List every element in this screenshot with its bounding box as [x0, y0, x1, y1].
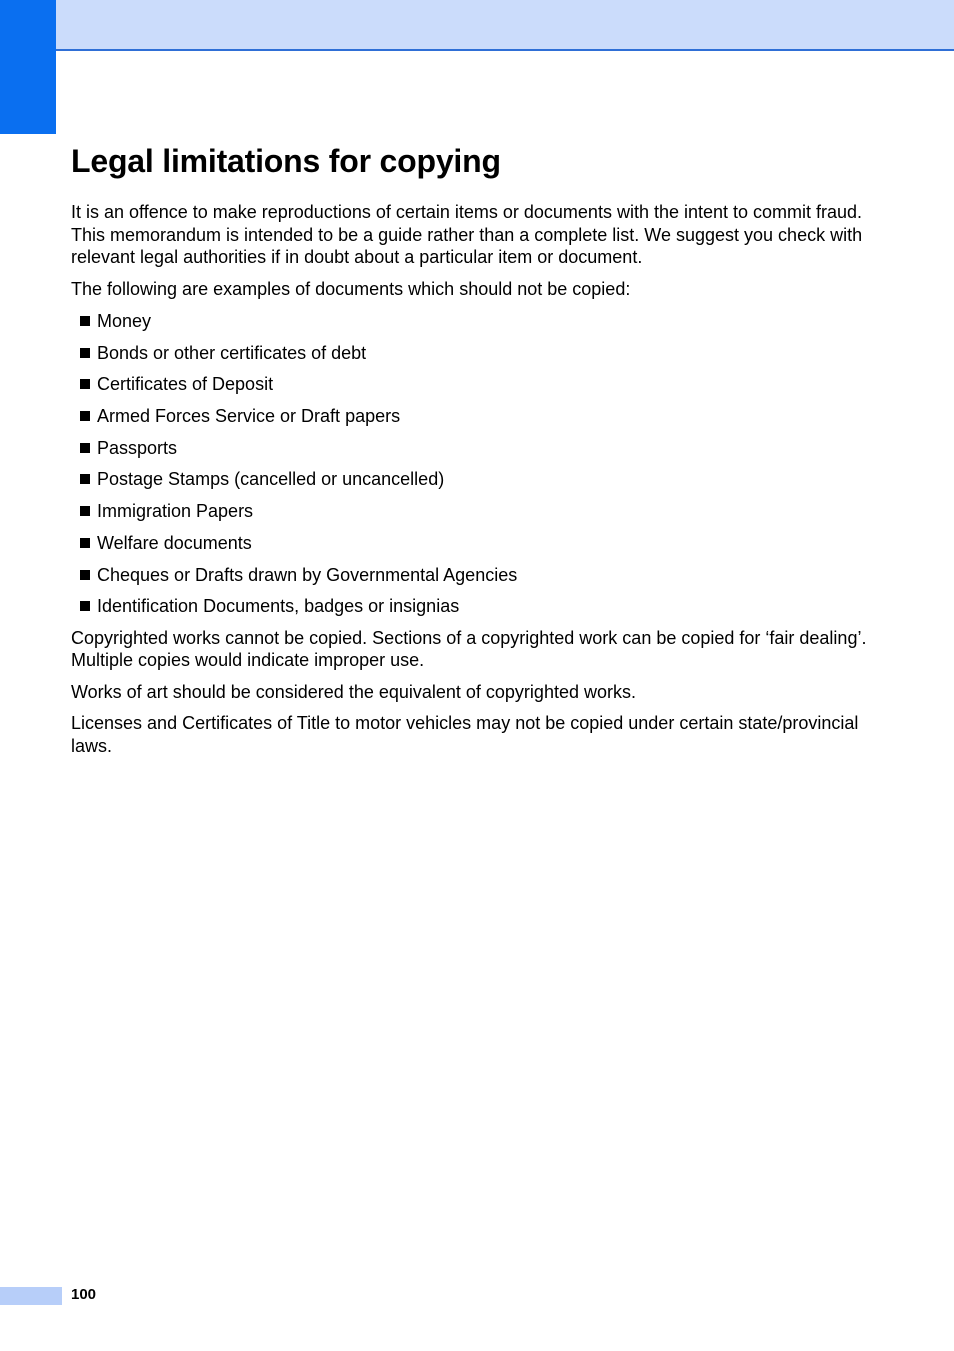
- square-bullet-icon: [80, 601, 90, 611]
- list-item: [71, 468, 871, 490]
- examples-intro: The following are examples of documents which should not be copied:: [71, 278, 631, 299]
- list-item: [71, 595, 871, 617]
- list-item: [71, 500, 871, 522]
- list-item: [71, 373, 871, 395]
- page-title: Legal limitations for copying: [71, 143, 501, 179]
- list-item: [71, 342, 871, 364]
- list-item-text: Postage Stamps (cancelled or uncancelled): [97, 469, 445, 490]
- copyright-paragraph: Copyrighted works cannot be copied. Sections of a copyrighted work can be copied for ‘fair dealing’. Multiple copies would indicate improper use.: [71, 627, 867, 671]
- square-bullet-icon: [80, 316, 90, 326]
- list-item-text: Certificates of Deposit: [97, 374, 274, 395]
- page-number: 100: [71, 1286, 97, 1303]
- document-list: [71, 310, 871, 617]
- list-item: [71, 405, 871, 427]
- list-item-text: Welfare documents: [97, 532, 252, 553]
- list-item-text: Cheques or Drafts drawn by Governmental Agencies: [97, 564, 518, 585]
- square-bullet-icon: [80, 474, 90, 484]
- list-item-text: Armed Forces Service or Draft papers: [97, 406, 401, 427]
- list-item: [71, 310, 871, 332]
- list-item: [71, 532, 871, 554]
- list-item-text: Immigration Papers: [97, 501, 254, 522]
- square-bullet-icon: [80, 379, 90, 389]
- square-bullet-icon: [80, 506, 90, 516]
- square-bullet-icon: [80, 411, 90, 421]
- list-item: [71, 564, 871, 586]
- list-item-text: Bonds or other certificates of debt: [97, 342, 367, 363]
- list-item: [71, 437, 871, 459]
- square-bullet-icon: [80, 348, 90, 358]
- chapter-side-tab: [0, 0, 56, 134]
- footer-bar: [0, 1287, 62, 1305]
- square-bullet-icon: [80, 443, 90, 453]
- intro-paragraph: It is an offence to make reproductions of certain items or documents with the intent to commit fraud. This memorandum is intended to be a guide rather than a complete list. We suggest you check with relevant legal authorities if in doubt about a particular item or document.: [71, 202, 863, 267]
- list-item-text: Money: [97, 311, 152, 331]
- art-paragraph: Works of art should be considered the equivalent of copyrighted works.: [71, 681, 636, 702]
- list-item-text: Passports: [97, 437, 178, 458]
- header-band: [0, 0, 954, 51]
- square-bullet-icon: [80, 570, 90, 580]
- square-bullet-icon: [80, 538, 90, 548]
- list-item-text: Identification Documents, badges or insignias: [97, 596, 460, 617]
- page-content: [71, 140, 871, 757]
- vehicle-paragraph: Licenses and Certificates of Title to motor vehicles may not be copied under certain state/provincial laws.: [71, 713, 859, 756]
